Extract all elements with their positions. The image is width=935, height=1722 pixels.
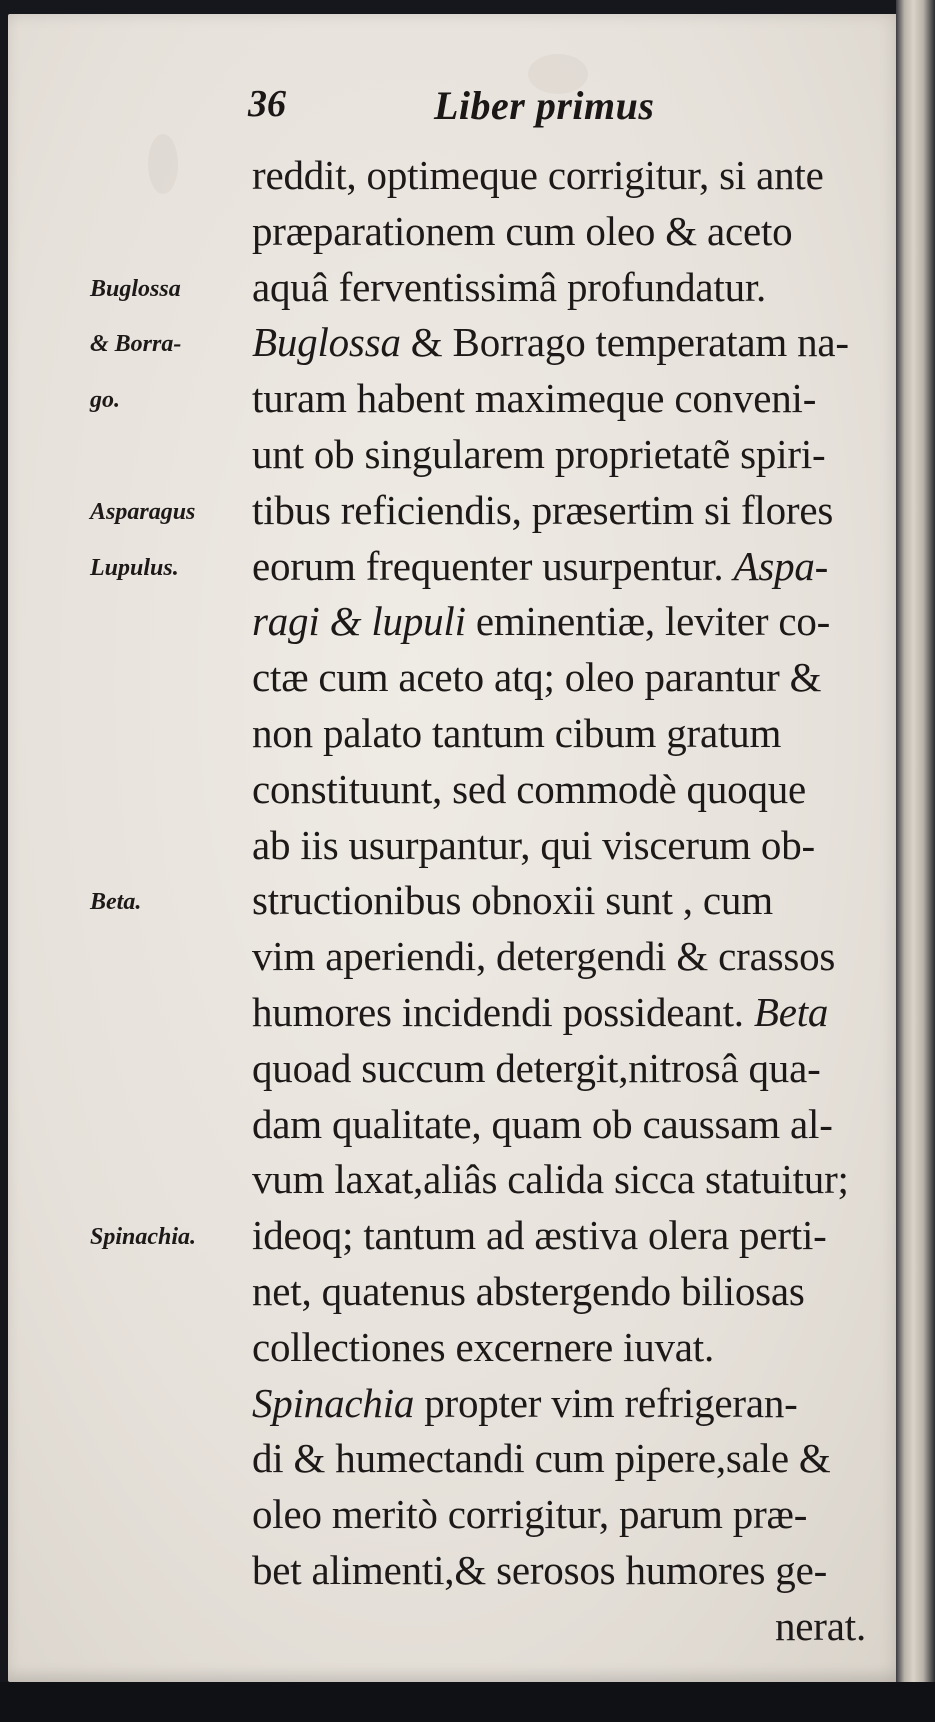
text-line xyxy=(252,706,884,762)
text-line xyxy=(252,818,884,874)
text-segment: di & humectandi cum pipere,sale & xyxy=(252,1435,831,1482)
page-number: 36 xyxy=(248,83,286,125)
scan-background xyxy=(0,1682,935,1722)
margin-note: Spinachia. xyxy=(90,1224,197,1251)
text-segment: reddit, optimeque corrigitur, si ante xyxy=(252,152,824,198)
text-line xyxy=(252,315,884,371)
text-segment: oleo meritò corrigitur, parum præ- xyxy=(252,1491,808,1538)
margin-note: Asparagus xyxy=(90,498,196,525)
text-line xyxy=(252,650,884,706)
text-line xyxy=(252,1041,884,1097)
text-line xyxy=(252,1431,884,1487)
text-segment: vum laxat,aliâs calida sicca statuitur; xyxy=(252,1156,849,1203)
italic-keyword: Beta xyxy=(753,988,829,1035)
text-line xyxy=(252,1320,884,1376)
margin-note: Beta. xyxy=(90,889,142,916)
text-segment: ideoq; tantum ad æstiva olera perti- xyxy=(252,1212,827,1259)
text-segment: vim aperiendi, detergendi & crassos xyxy=(252,933,836,980)
text-line xyxy=(252,1599,884,1655)
margin-note: & Borra- xyxy=(90,331,182,358)
text-segment: nerat. xyxy=(775,1602,866,1649)
body-text xyxy=(252,148,884,1655)
text-segment: eorum frequenter usurpentur. xyxy=(252,542,734,589)
text-segment: turam habent maximeque conveni- xyxy=(252,375,817,422)
text-line xyxy=(252,762,884,818)
text-segment: collectiones excernere iuvat. xyxy=(252,1323,715,1370)
italic-keyword: Spinachia xyxy=(252,1379,415,1426)
text-line xyxy=(252,427,884,483)
text-line xyxy=(252,204,884,260)
text-segment: tibus reficiendis, præsertim si flores xyxy=(252,486,834,533)
text-segment: bet alimenti,& serosos humores ge- xyxy=(252,1546,828,1593)
text-line xyxy=(252,985,884,1041)
text-line xyxy=(252,873,884,929)
text-segment: præparationem cum oleo & aceto xyxy=(252,207,793,254)
italic-keyword: Aspa- xyxy=(733,542,829,589)
text-segment: structionibus obnoxii sunt , cum xyxy=(252,877,773,924)
text-line xyxy=(252,1208,884,1264)
text-line xyxy=(252,1376,884,1432)
text-line xyxy=(252,483,884,539)
text-segment: humores incidendi possideant. xyxy=(252,988,754,1035)
margin-note: go. xyxy=(90,387,120,414)
text-segment: & Borrago temperatam na- xyxy=(400,319,849,366)
text-segment: aquâ ferventissimâ profundatur. xyxy=(252,263,767,310)
next-page-edge xyxy=(896,0,935,1722)
text-segment: quoad succum detergit,nitrosâ qua- xyxy=(252,1044,821,1091)
running-head: Liber primus xyxy=(434,83,655,128)
text-line xyxy=(252,371,884,427)
italic-keyword: Buglossa xyxy=(252,319,401,366)
text-segment: constituunt, sed commodè quoque xyxy=(252,765,807,812)
margin-note: Buglossa xyxy=(90,275,181,302)
text-segment: propter vim refrigeran- xyxy=(414,1379,798,1426)
text-line xyxy=(252,1487,884,1543)
text-segment: ab iis usurpantur, qui viscerum ob- xyxy=(252,821,815,868)
text-line xyxy=(252,1152,884,1208)
paper-stain xyxy=(148,134,178,194)
text-line xyxy=(252,594,884,650)
text-line xyxy=(252,148,884,204)
page-header xyxy=(248,82,668,134)
text-line xyxy=(252,1097,884,1153)
text-segment: net, quatenus abstergendo biliosas xyxy=(252,1267,805,1314)
text-segment: non palato tantum cibum gratum xyxy=(252,709,782,756)
text-segment: dam qualitate, quam ob caussam al- xyxy=(252,1100,833,1147)
text-line xyxy=(252,1264,884,1320)
text-segment: ctæ cum aceto atq; oleo parantur & xyxy=(252,654,822,701)
italic-keyword: ragi & lupuli xyxy=(252,598,466,645)
text-line xyxy=(252,1543,884,1599)
text-line xyxy=(252,539,884,595)
text-segment: eminentiæ, leviter co- xyxy=(465,598,831,645)
text-line xyxy=(252,260,884,316)
margin-note: Lupulus. xyxy=(90,554,179,581)
text-line xyxy=(252,929,884,985)
text-segment: unt ob singularem proprietatẽ spiri- xyxy=(252,430,826,477)
